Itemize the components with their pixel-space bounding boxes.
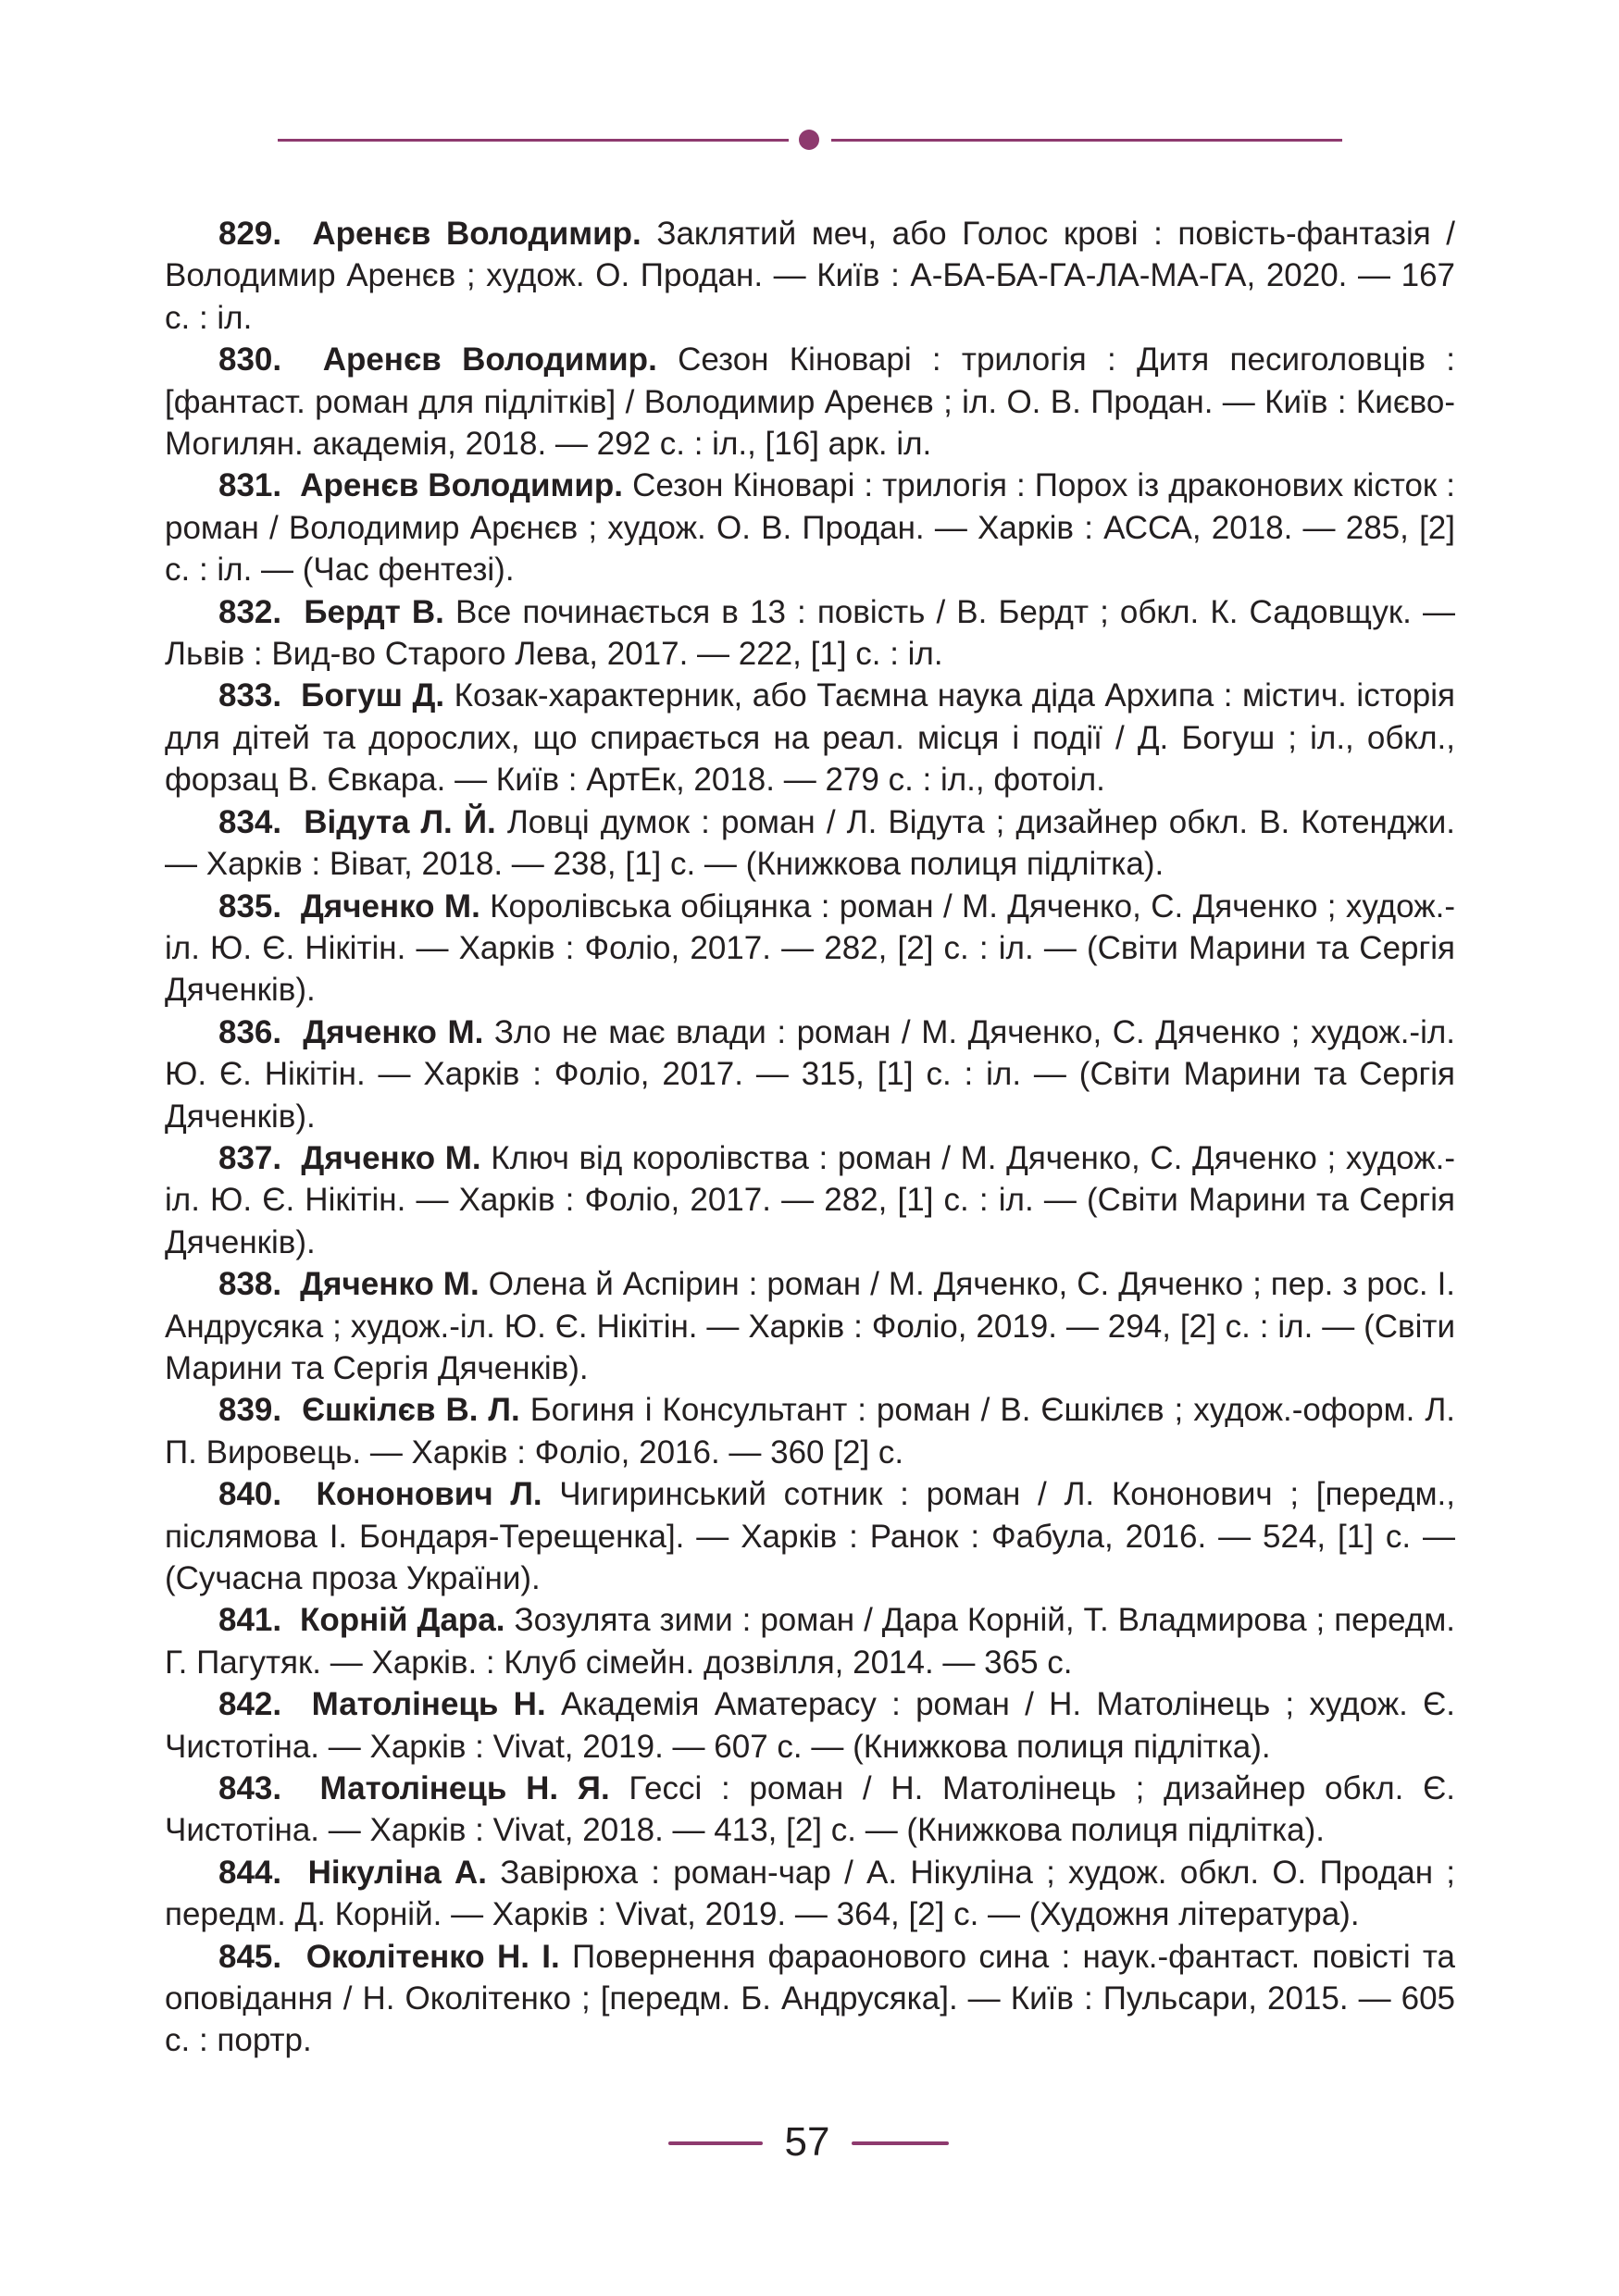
entry-description: Зозулята зими : роман / Дара Корній, Т. Владмирова ; передм. Г. Пагутяк. — Харків. : Клуб сімейн. дозвілля, 2014. — 365 с. <box>165 1602 1455 1681</box>
footer-line-right <box>852 2141 949 2145</box>
entry-number: 833. <box>218 677 282 714</box>
bibliography-entry <box>165 1137 1455 1263</box>
entry-description: Заклятий меч, або Голос крові : повість-фантазія / Володимир Аренєв ; худож. О. Продан. — Київ : А-БА-БА-ГА-ЛА-МА-ГА, 2020. — 167 с. : іл. <box>165 216 1455 336</box>
entry-number: 844. <box>218 1854 282 1891</box>
entry-description: Сезон Кіноварі : трилогія : Дитя песиголовців : [фантаст. роман для підлітків] / Володимир Аренєв ; іл. О. В. Продан. — Київ : Києво-Могилян. академія, 2018. — 292 с. : іл., [16] арк. іл. <box>165 341 1455 463</box>
entry-description: Все починається в 13 : повість / В. Бердт ; обкл. К. Садовщук. — Львів : Вид-во Старого Лева, 2017. — 222, [1] с. : іл. <box>165 593 1455 673</box>
bibliography-entry <box>165 1473 1455 1599</box>
entry-number: 835. <box>218 887 282 925</box>
entry-author: Аренєв Володимир. <box>322 341 657 379</box>
entry-author: Дяченко М. <box>300 1266 479 1303</box>
entry-author: Нікуліна А. <box>307 1854 487 1891</box>
bibliography-entry <box>165 1599 1455 1683</box>
footer-line-left <box>668 2141 763 2145</box>
bibliography-entry <box>165 886 1455 1011</box>
entry-author: Дяченко М. <box>300 887 480 925</box>
entry-number: 843. <box>218 1770 282 1807</box>
entry-author: Відута Л. Й. <box>304 803 496 840</box>
entry-number: 831. <box>218 467 282 504</box>
entry-author: Аренєв Володимир. <box>300 467 624 504</box>
ornament-line-right <box>831 139 1342 142</box>
entry-number: 841. <box>218 1602 282 1639</box>
bibliography-entry <box>165 1389 1455 1473</box>
entry-number: 830. <box>218 341 282 379</box>
entry-author: Матолінець Н. <box>311 1686 546 1723</box>
bibliography-entry <box>165 1852 1455 1936</box>
bibliography-entry <box>165 1683 1455 1768</box>
entry-author: Дяченко М. <box>303 1013 484 1050</box>
entry-author: Аренєв Володимир. <box>312 216 641 252</box>
entry-description: Ловці думок : роман / Л. Відута ; дизайнер обкл. В. Котенджи. — Харків : Віват, 2018. — 238, [1] с. — (Книжкова полиця підлітка). <box>165 803 1455 883</box>
bibliography-entry <box>165 1936 1455 2062</box>
entry-author: Кононович Л. <box>316 1476 542 1513</box>
entry-description: Зло не має влади : роман / М. Дяченко, С. Дяченко ; худож.-іл. Ю. Є. Нікітін. — Харків : Фоліо, 2017. — 315, [1] с. : іл. — (Світи Марини та Сергія Дяченків). <box>165 1013 1455 1135</box>
entry-number: 840. <box>218 1476 282 1513</box>
ornament-line-left <box>278 139 789 142</box>
entry-number: 845. <box>218 1938 282 1975</box>
entry-description: Олена й Аспірин : роман / М. Дяченко, С. Дяченко ; пер. з рос. І. Андрусяка ; худож.-іл. Ю. Є. Нікітін. — Харків : Фоліо, 2019. — 294, [2] с. : іл. — (Світи Марини та Сергія Дяченків). <box>165 1266 1456 1386</box>
bibliography-entry <box>165 1011 1455 1137</box>
entry-description: Чигиринський сотник : роман / Л. Кононович ; [передм., післямова І. Бондаря-Терещенка]. — Харків : Ранок : Фабула, 2016. — 524, [1] с. — (Сучасна проза України). <box>165 1476 1455 1596</box>
bibliography-entry <box>165 801 1455 886</box>
entry-description: Сезон Кіноварі : трилогія : Порох із драконових кісток : роман / Володимир Арєнєв ; худож. О. В. Продан. — Харків : АССА, 2018. — 285, [2] с. : іл. — (Час фентезі). <box>165 467 1455 589</box>
entry-author: Єшкілєв В. Л. <box>302 1392 520 1429</box>
entry-description: Козак-характерник, або Таємна наука діда Архипа : містич. історія для дітей та дорослих, що спирається на реал. місця і події / Д. Богуш ; іл., обкл., форзац В. Євкара. — Київ : АртЕк, 2018. — 279 с. : іл., фотоіл. <box>165 677 1455 799</box>
entry-number: 837. <box>218 1139 282 1176</box>
bibliography-entry <box>165 591 1455 676</box>
bibliography-entry <box>165 675 1455 800</box>
entry-author: Бердт В. <box>304 593 444 630</box>
entry-description: Завірюха : роман-чар / А. Нікуліна ; худож. обкл. О. Продан ; передм. Д. Корній. — Харків : Vivat, 2019. — 364, [2] с. — (Художня література). <box>165 1854 1456 1933</box>
entry-description: Академія Аматерасу : роман / Н. Матолінець ; худож. Є. Чистотіна. — Харків : Vivat, 2019. — 607 с. — (Книжкова полиця підлітка). <box>165 1686 1455 1765</box>
bibliography-list <box>165 213 1455 2062</box>
entry-description: Гессі : роман / Н. Матолінець ; дизайнер обкл. Є. Чистотіна. — Харків : Vivat, 2018. — 413, [2] с. — (Книжкова полиця підлітка). <box>165 1770 1455 1849</box>
entry-description: Королівська обіцянка : роман / М. Дяченко, С. Дяченко ; худож.-іл. Ю. Є. Нікітін. — Харків : Фоліо, 2017. — 282, [2] с. : іл. — (Світи Марини та Сергія Дяченків). <box>165 887 1455 1009</box>
bibliography-entry <box>165 1263 1455 1389</box>
entry-author: Матолінець Н. Я. <box>319 1770 610 1807</box>
entry-description: Ключ від королівства : роман / М. Дяченко, С. Дяченко ; худож.-іл. Ю. Є. Нікітін. — Харків : Фоліо, 2017. — 282, [1] с. : іл. — (Світи Марини та Сергія Дяченків). <box>165 1139 1455 1260</box>
top-ornament <box>278 130 1342 150</box>
page-number: 57 <box>784 2119 830 2165</box>
entry-number: 832. <box>218 593 282 630</box>
bibliography-entry <box>165 465 1455 590</box>
entry-description: Богиня і Консультант : роман / В. Єшкілєв ; худож.-оформ. Л. П. Вировець. — Харків : Фоліо, 2016. — 360 [2] с. <box>165 1392 1456 1471</box>
entry-number: 836. <box>218 1013 282 1050</box>
page-footer <box>0 2115 1619 2170</box>
entry-author: Корній Дара. <box>300 1602 505 1639</box>
entry-number: 838. <box>218 1266 282 1303</box>
entry-number: 834. <box>218 803 282 840</box>
entry-author: Дяченко М. <box>301 1139 481 1176</box>
entry-number: 842. <box>218 1686 282 1723</box>
bibliography-entry <box>165 1768 1455 1852</box>
entry-description: Повернення фараонового сина : наук.-фантаст. повісті та оповідання / Н. Околітенко ; [передм. Б. Андрусяка]. — Київ : Пульсари, 2015. — 605 с. : портр. <box>165 1938 1455 2059</box>
bibliography-entry <box>165 213 1455 339</box>
ornament-dot <box>799 130 819 150</box>
entry-author: Околітенко Н. І. <box>305 1938 560 1975</box>
entry-number: 829. <box>218 216 282 252</box>
bibliography-entry <box>165 339 1455 465</box>
entry-author: Богуш Д. <box>301 677 445 714</box>
entry-number: 839. <box>218 1392 282 1429</box>
